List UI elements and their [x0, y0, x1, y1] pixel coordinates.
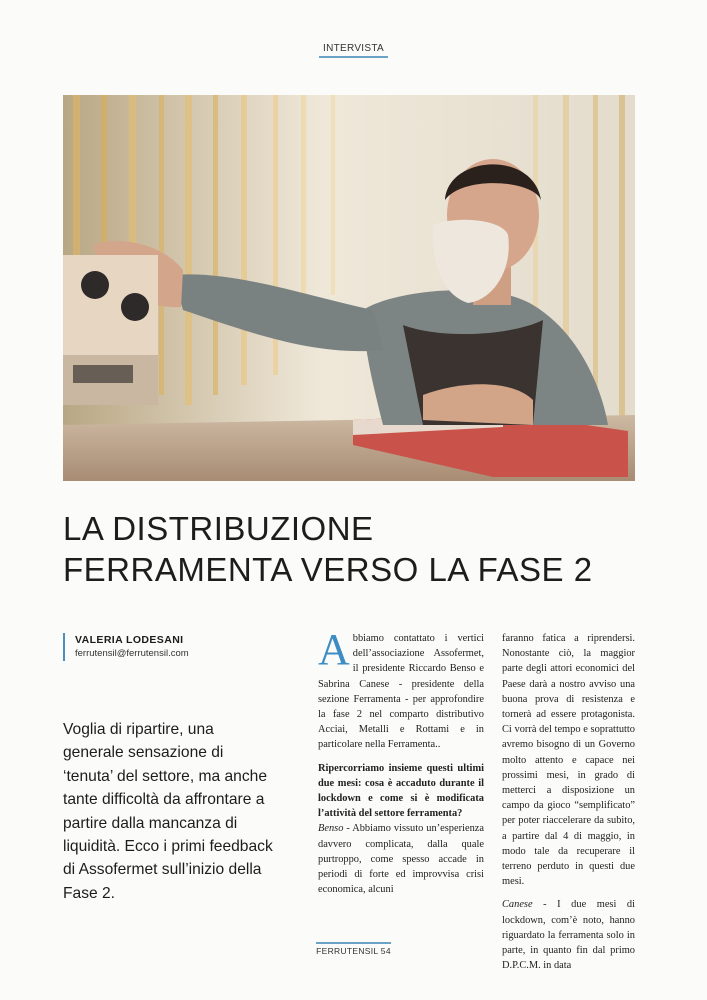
- speaker-benso: Benso: [318, 823, 344, 835]
- answer-2: [502, 897, 635, 973]
- drop-cap: A: [318, 625, 350, 674]
- intro-text: bbiamo contattato i vertici dell’associazione Assofermet, il presidente Riccardo Benso e Sabrina Canese - presidente della sezione Ferramenta - per approfondire la fase 2 nel comparto distributivo Acciai, Metalli e Rottami e in particolare nella Ferramenta..: [318, 633, 484, 751]
- author-name: VALERIA LODESANI: [75, 634, 184, 646]
- lead-paragraph: Voglia di ripartire, una generale sensazione di ‘tenuta’ del settore, ma anche tante difficoltà da affrontare a partire dalla mancanza di liquidità. Ecco i primi feedback di Assofermet sull’inizio della Fase 2.: [63, 721, 273, 902]
- headline: [63, 508, 663, 590]
- answer-1-text: - Abbiamo vissuto un’esperienza davvero complicata, dalla quale purtroppo, come spesso accade in periodi di forte ed improvvisa crisi economica, alcuni: [318, 823, 484, 896]
- headline-line-2: FERRAMENTA VERSO LA FASE 2: [63, 551, 593, 588]
- answer-1-start: [318, 821, 484, 897]
- intro-paragraph: [318, 625, 484, 753]
- hero-photo-illustration: [63, 95, 635, 481]
- section-label: [0, 43, 707, 58]
- hero-photo: [63, 95, 635, 481]
- body-column-1: [318, 625, 484, 897]
- speaker-canese: Canese: [502, 899, 533, 911]
- footer-text: FERRUTENSIL 54: [316, 942, 391, 956]
- page-footer: [0, 942, 707, 956]
- question-1: Ripercorriamo insieme questi ultimi due mesi: cosa è accaduto durante il lockdown e come si è modificata l’attività del settore ferramenta?: [318, 762, 484, 820]
- body-column-2: [502, 631, 635, 973]
- author-email: ferrutensil@ferrutensil.com: [75, 648, 189, 659]
- answer-1-continued: faranno fatica a riprendersi. Nonostante ciò, la maggior parte degli attori economici del Paese darà a nostro avviso una buona prova di resistenza e tornerà ad essere protagonista. Ci vorrà del tempo e soprattutto avremo bisogno di un Governo molto attento e capace nei prossimi mesi, in grado di metterci a disposizione un campo da gioco “semplificato” per poter riaccelerare da subito, a partire dal 4 di maggio, in modo tale da recuperare il terreno perduto in questi due mesi.: [502, 633, 635, 888]
- headline-line-1: LA DISTRIBUZIONE: [63, 510, 374, 547]
- answer-2-text: - I due mesi di lockdown, com’è noto, hanno riguardato la ferramenta solo in parte, in quanto fin dal primo D.P.C.M. in data: [502, 899, 635, 972]
- section-label-text: INTERVISTA: [319, 43, 388, 58]
- author-block: [63, 633, 189, 661]
